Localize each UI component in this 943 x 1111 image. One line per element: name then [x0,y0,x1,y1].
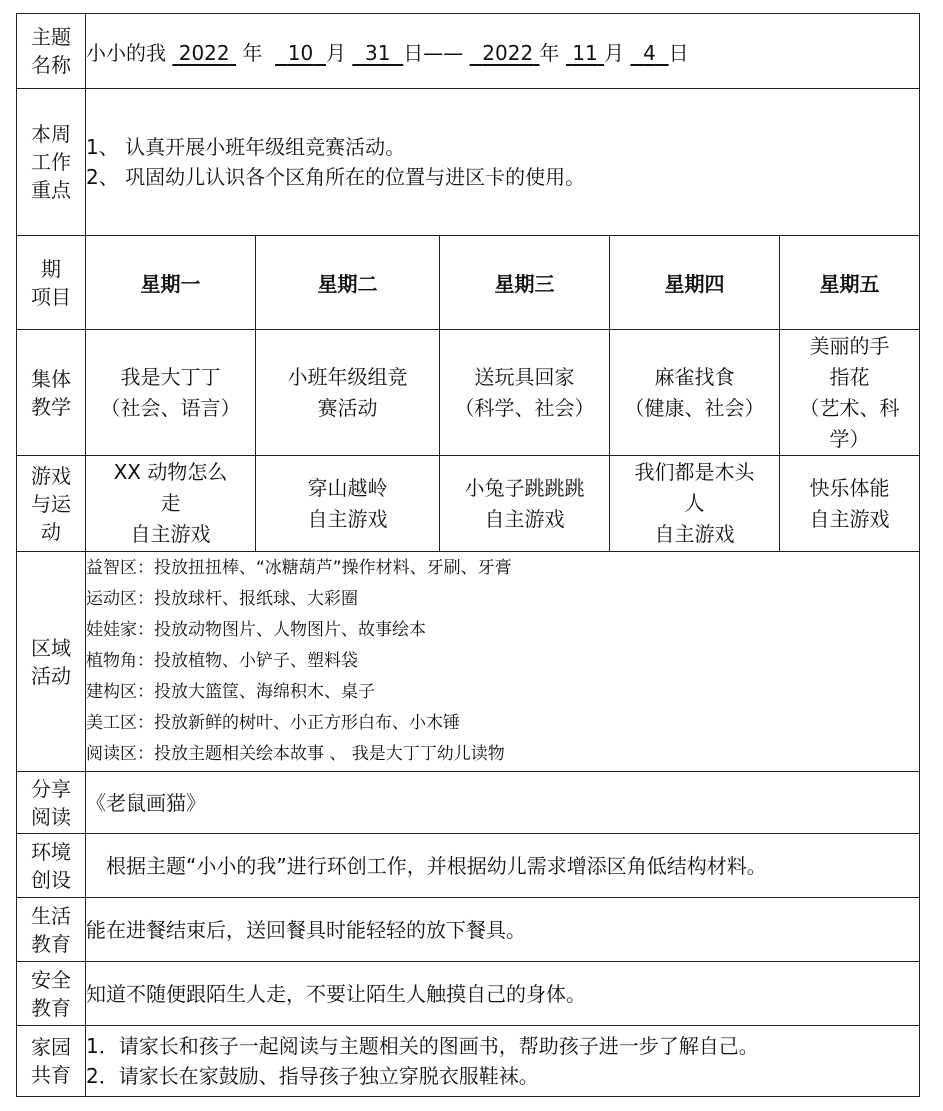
day-thursday: 星期四 [610,236,780,330]
end-year: 2022 [482,40,534,65]
day-wednesday: 星期三 [440,236,610,330]
area-item: 阅读区：投放主题相关绘本故事 、 我是大丁丁幼儿读物 [86,744,505,764]
games-cell-mon: XX 动物怎么 走 自主游戏 [86,456,256,552]
games-row [17,456,920,552]
focus-item: 2、 巩固幼儿认识各个区角所在的位置与进区卡的使用。 [86,165,586,189]
areas-label: 区域 活动 [17,552,86,772]
teaching-cell-wed: 送玩具回家 （科学、社会） [440,330,610,456]
safety-row [17,962,920,1026]
games-cell-thu: 我们都是木头 人 自主游戏 [610,456,780,552]
safety-content: 知道不随便跟陌生人走，不要让陌生人触摸自己的身体。 [86,962,920,1026]
group-teaching-label: 集体 教学 [17,330,86,456]
life-row [17,898,920,962]
start-year: 2022 [178,40,230,65]
day-friday: 星期五 [780,236,920,330]
areas-row [17,552,920,772]
environment-row [17,834,920,898]
area-item: 运动区：投放球杆、报纸球、大彩圈 [86,589,358,609]
area-item: 植物角：投放植物、小铲子、塑料袋 [86,651,358,671]
day-header-row [17,236,920,330]
life-label: 生活 教育 [17,898,86,962]
weekly-plan-table [16,13,920,1097]
start-day: 31 [365,40,391,65]
date-dash: —— [423,40,464,65]
theme-name: 小小的我 [86,40,166,65]
life-content: 能在进餐结束后，送回餐具时能轻轻的放下餐具。 [86,898,920,962]
end-day: 4 [643,40,656,65]
home-row [17,1026,920,1097]
home-item: 1．请家长和孩子一起阅读与主题相关的图画书，帮助孩子进一步了解自己。 [86,1034,759,1058]
teaching-cell-mon: 我是大丁丁 （社会、语言） [86,330,256,456]
reading-content: 《老鼠画猫》 [86,772,920,834]
day-tuesday: 星期二 [256,236,440,330]
area-item: 娃娃家：投放动物图片、人物图片、故事绘本 [86,620,426,640]
focus-content [86,89,920,236]
environment-label: 环境 创设 [17,834,86,898]
end-month: 11 [572,40,598,65]
day-header-label: 期 项目 [17,236,86,330]
teaching-cell-fri: 美丽的手 指花 （艺术、科 学） [780,330,920,456]
reading-row [17,772,920,834]
day-monday: 星期一 [86,236,256,330]
games-cell-tue: 穿山越岭 自主游戏 [256,456,440,552]
theme-title: 小小的我 2022 年 10 月 31 日—— 2022 年 11 月 4 日 [86,14,920,89]
focus-item: 1、 认真开展小班年级组竞赛活动。 [86,135,406,159]
safety-label: 安全 教育 [17,962,86,1026]
teaching-cell-thu: 麻雀找食 （健康、社会） [610,330,780,456]
teaching-cell-tue: 小班年级组竞 赛活动 [256,330,440,456]
focus-row [17,89,920,236]
games-cell-fri: 快乐体能 自主游戏 [780,456,920,552]
home-content [86,1026,920,1097]
games-cell-wed: 小兔子跳跳跳 自主游戏 [440,456,610,552]
start-month: 10 [287,40,314,65]
games-label: 游戏 与运 动 [17,456,86,552]
group-teaching-row [17,330,920,456]
focus-label: 本周 工作 重点 [17,89,86,236]
area-item: 益智区：投放扭扭棒、“冰糖葫芦”操作材料、牙刷、牙膏 [86,558,512,578]
areas-content [86,552,920,772]
reading-label: 分享 阅读 [17,772,86,834]
home-label: 家园 共育 [17,1026,86,1097]
area-item: 美工区：投放新鲜的树叶、小正方形白布、小木锤 [86,713,460,733]
theme-row [17,14,920,89]
home-item: 2．请家长在家鼓励、指导孩子独立穿脱衣服鞋袜。 [86,1064,539,1088]
environment-content: 根据主题“小小的我”进行环创工作，并根据幼儿需求增添区角低结构材料。 [86,834,920,898]
theme-label: 主题 名称 [17,14,86,89]
area-item: 建构区：投放大篮筐、海绵积木、桌子 [86,682,375,702]
